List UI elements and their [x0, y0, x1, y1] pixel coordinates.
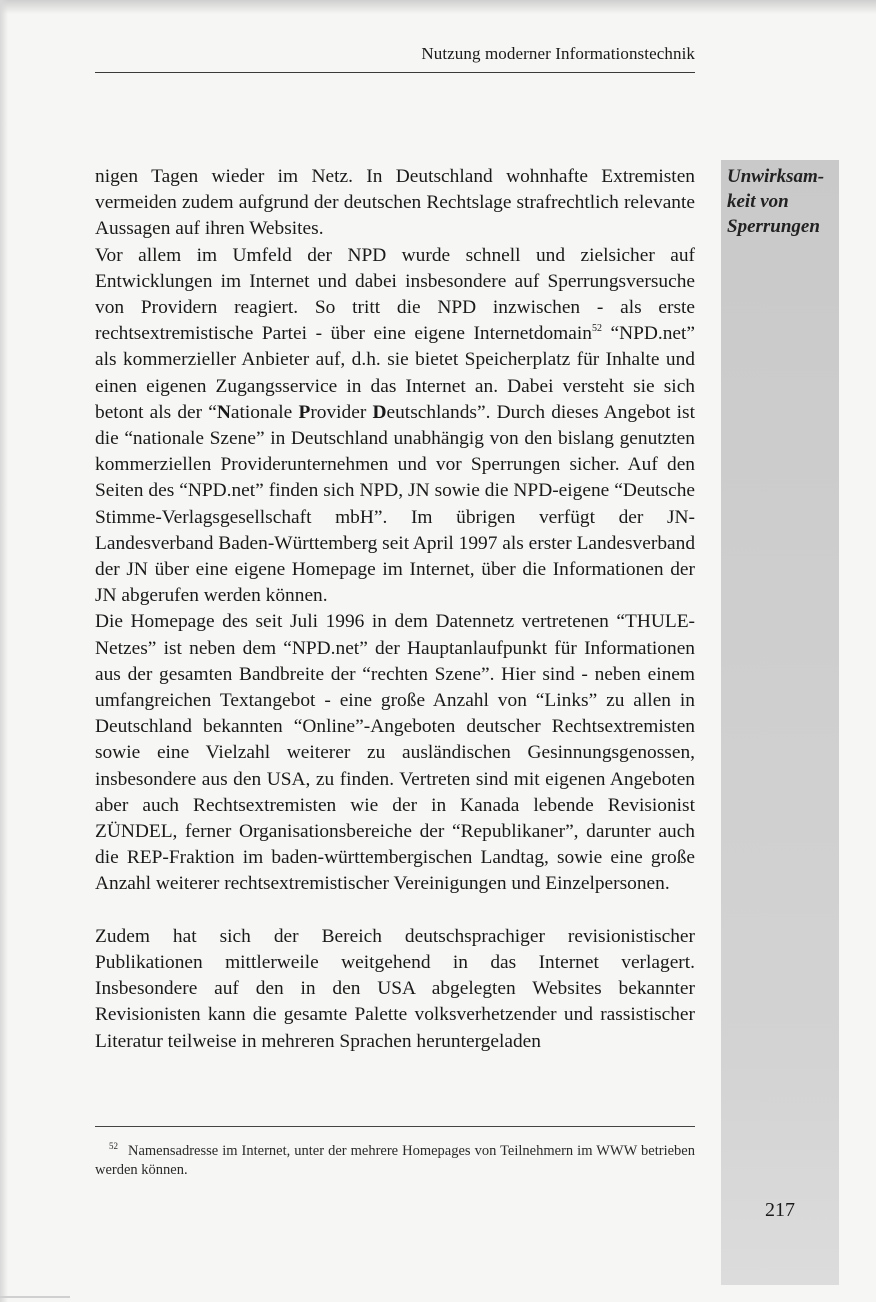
paragraph-2: [95, 243, 695, 610]
paragraph-1: nigen Tagen wieder im Netz. In Deutschland wohnhafte Extremisten vermeiden zudem aufgrund der deutschen Rechtslage strafrechtlich relevante Aussagen auf ihren Websites.: [95, 166, 695, 240]
footnote-text: Namensadresse im Internet, unter der mehrere Homepages von Teilnehmern im WWW betrieben werden können.: [95, 1143, 695, 1178]
emphasis-d: D: [372, 401, 387, 423]
page-number: 217: [765, 1199, 795, 1221]
margin-heading: Unwirksam- keit von Sperrungen: [727, 166, 825, 237]
margin-bar: [721, 160, 839, 1285]
footnote-number: 52: [109, 1141, 118, 1151]
paragraph-2-part-c: ationale: [230, 401, 299, 423]
paragraph-2-part-e: eutschlands”. Durch dieses Angebot ist die “nationale Szene” in Deutschland unabhängig von den bislang genutzten kommerziellen Providerunternehmen und vor Sperrungen sicher. Auf den Seiten des “NPD.net” finden sich NPD, JN sowie die NPD-eigene “Deutsche Stimme-Verlagsgesellschaft mbH”. Im übrigen verfügt der JN-Landesverband Baden-Württemberg seit April 1997 als erster Landesverband der JN über eine eigene Homepage im Internet, über die Informationen der JN abgerufen werden können.: [95, 401, 696, 607]
paragraph-2-part-d: rovider: [310, 401, 373, 423]
page-edge-mark: [0, 1296, 70, 1298]
emphasis-n: N: [216, 401, 231, 423]
emphasis-p: P: [298, 401, 311, 423]
page-edge-shadow-left: [0, 0, 8, 1302]
paragraph-4: Zudem hat sich der Bereich deutschsprachiger revisionistischer Publikationen mittlerweile weitgehend in das Internet verlagert. Insbesondere auf den in den USA abgelegten Websites bekannter Revisionisten kann die gesamte Palette volksverhetzender und rassistischer Literatur teilweise in mehreren Sprachen heruntergeladen: [95, 925, 695, 1052]
header-rule: [95, 72, 695, 73]
footnote-reference: 52: [591, 323, 602, 335]
body-text: [95, 164, 695, 1055]
paragraph-2-part-a: Vor allem im Umfeld der NPD wurde schnell und zielsicher auf Entwicklungen im Internet und dabei insbesondere auf Sperrungsversuche von Providern reagiert. So tritt die NPD inzwischen - als erste rechtsextremistische Partei - über eine eigene Internetdomain: [95, 244, 695, 345]
paragraph-2-part-b: “NPD.net” als kommerzieller Anbieter auf, d.h. sie bietet Speicherplatz für Inhalte und einen eigenen Zugangsservice in das Internet an. Dabei versteht sie sich betont als der “: [95, 323, 696, 423]
footnote: [95, 1137, 695, 1180]
footnote-rule: [95, 1126, 695, 1127]
running-head: Nutzung moderner Informationstechnik: [421, 44, 695, 63]
paragraph-3: Die Homepage des seit Juli 1996 in dem Datennetz vertretenen “THULE-Netzes” ist neben dem “NPD.net” der Hauptanlaufpunkt für Informationen aus der gesamten Bandbreite der “rechten Szene”. Hier sind - neben einem umfangreichen Textangebot - eine große Anzahl von “Links” zu allen in Deutschland bekannten “Online”-Angeboten deutscher Rechtsextremisten sowie eine Vielzahl weiterer zu ausländischen Gesinnungsgenossen, insbesondere aus den USA, zu finden. Vertreten sind mit eigenen Angeboten aber auch Rechtsextremisten wie der in Kanada lebende Revisionist ZÜNDEL, ferner Organisationsbereiche der “Republikaner”, darunter auch die REP-Fraktion im baden-württembergischen Landtag, sowie eine große Anzahl weiterer rechtsextremistischer Vereinigungen und Einzelpersonen.: [95, 611, 695, 895]
page-edge-shadow-top: [0, 0, 876, 14]
